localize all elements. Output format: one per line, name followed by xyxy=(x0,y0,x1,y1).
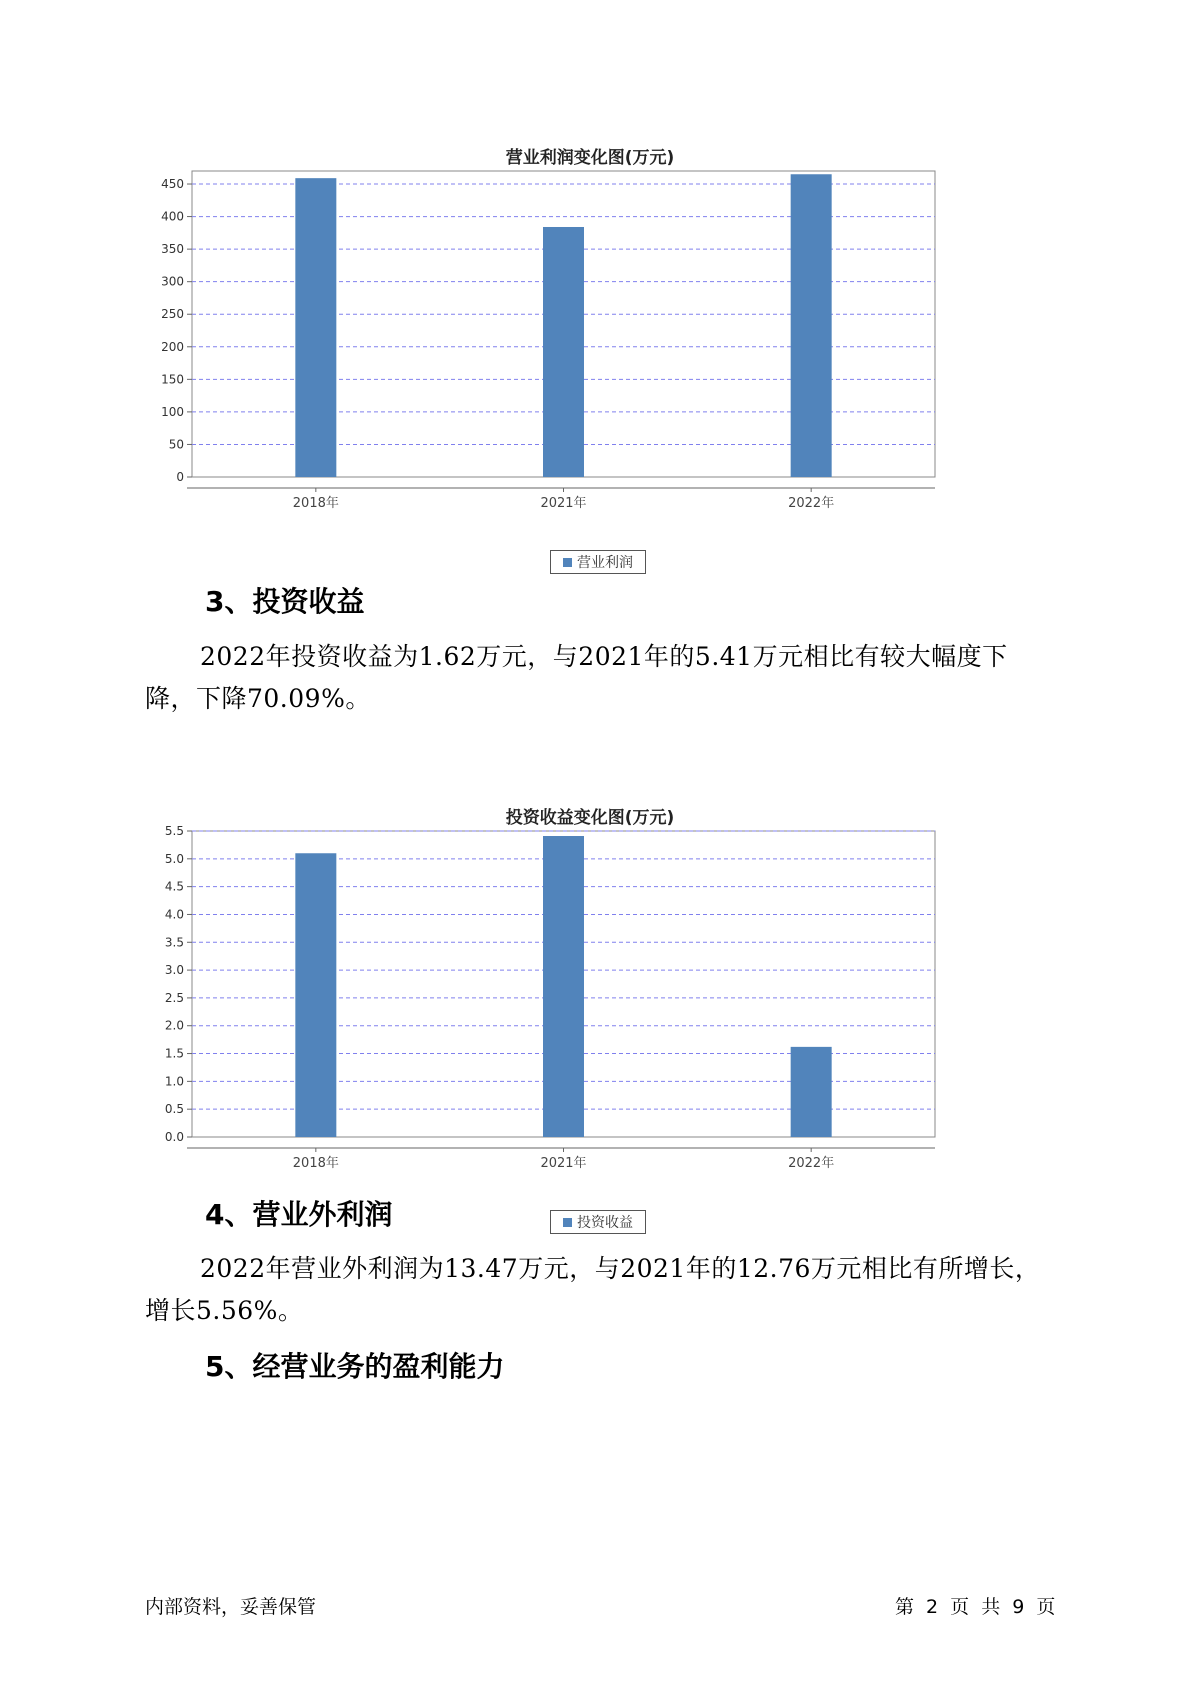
bar xyxy=(295,853,336,1137)
section-4-heading: 4、营业外利润 xyxy=(205,1198,393,1231)
y-tick-label: 2.5 xyxy=(164,990,184,1005)
y-tick-label: 350 xyxy=(161,242,184,257)
y-tick-label: 4.5 xyxy=(164,879,184,894)
section-5-heading: 5、经营业务的盈利能力 xyxy=(205,1350,505,1383)
y-tick-label: 300 xyxy=(161,274,184,289)
y-tick-label: 1.5 xyxy=(164,1046,184,1061)
y-tick-label: 3.0 xyxy=(164,963,184,978)
investment-income-chart xyxy=(150,795,1030,1255)
chart-title: 投资收益变化图(万元) xyxy=(505,808,675,828)
x-tick-label: 2021年 xyxy=(540,1156,587,1171)
chart-plot xyxy=(150,135,1030,595)
y-tick-label: 1.0 xyxy=(164,1074,184,1089)
x-tick-label: 2018年 xyxy=(292,496,339,511)
y-tick-label: 5.5 xyxy=(164,824,184,838)
bar xyxy=(543,227,584,477)
chart-plot xyxy=(150,795,1030,1255)
y-tick-label: 3.5 xyxy=(164,935,184,950)
chart-legend xyxy=(550,550,646,574)
y-tick-label: 50 xyxy=(168,437,184,452)
x-tick-label: 2022年 xyxy=(788,496,835,511)
y-tick-label: 100 xyxy=(161,404,184,419)
section-4-paragraph: 2022年营业外利润为13.47万元，与2021年的12.76万元相比有所增长，增长5.56%。 xyxy=(145,1254,1041,1325)
bar xyxy=(791,174,832,477)
bar xyxy=(543,836,584,1137)
legend-swatch xyxy=(563,1218,572,1227)
section-3-heading: 3、投资收益 xyxy=(205,585,365,618)
y-tick-label: 0.0 xyxy=(164,1130,184,1144)
y-tick-label: 4.0 xyxy=(164,907,184,922)
footer-confidential-note: 内部资料，妥善保管 xyxy=(145,1596,317,1618)
y-tick-label: 450 xyxy=(161,177,184,192)
legend-label: 投资收益 xyxy=(577,1215,633,1231)
y-tick-label: 150 xyxy=(161,372,184,387)
bar xyxy=(791,1047,832,1137)
x-tick-label: 2022年 xyxy=(788,1156,835,1171)
legend-swatch xyxy=(563,558,572,567)
section-3-paragraph: 2022年投资收益为1.62万元，与2021年的5.41万元相比有较大幅度下降，下降70.09%。 xyxy=(145,642,1008,713)
x-tick-label: 2018年 xyxy=(292,1156,339,1171)
operating-profit-chart xyxy=(150,135,1030,595)
y-tick-label: 5.0 xyxy=(164,851,184,866)
chart-title: 营业利润变化图(万元) xyxy=(505,148,675,168)
y-tick-label: 250 xyxy=(161,307,184,322)
y-tick-label: 0 xyxy=(176,470,184,484)
y-tick-label: 2.0 xyxy=(164,1018,184,1033)
footer-page-number: 第 2 页 共 9 页 xyxy=(895,1596,1056,1618)
y-tick-label: 0.5 xyxy=(164,1102,184,1117)
chart-legend xyxy=(550,1210,646,1234)
bar xyxy=(295,178,336,477)
x-tick-label: 2021年 xyxy=(540,496,587,511)
legend-label: 营业利润 xyxy=(577,555,633,571)
y-tick-label: 400 xyxy=(161,209,184,224)
y-tick-label: 200 xyxy=(161,339,184,354)
